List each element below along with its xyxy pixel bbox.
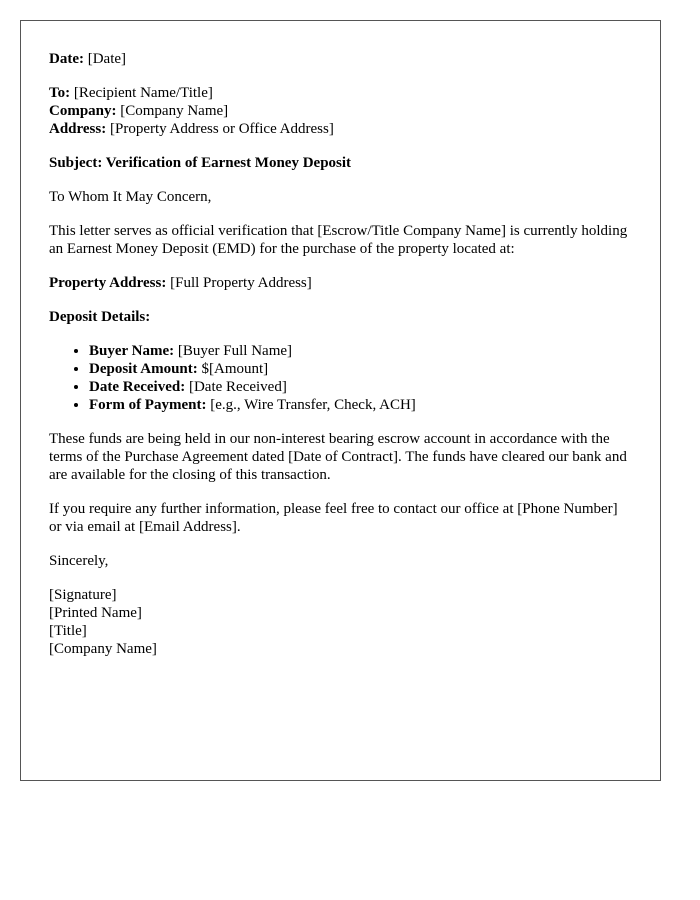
recipient-company-line [49,102,632,120]
company-value: [Company Name] [120,103,229,119]
company-label: Company: [49,103,117,119]
form-of-payment-value: [e.g., Wire Transfer, Check, ACH] [210,397,416,413]
list-item [89,360,632,378]
address-label: Address: [49,121,107,137]
buyer-name-label: Buyer Name: [89,343,175,359]
property-address-label: Property Address: [49,275,167,291]
recipient-block [49,84,632,138]
signature-block [49,586,632,658]
funds-paragraph: These funds are being held in our non-interest bearing escrow account in accordance with the terms of the Purchase Agreement dated [Date of Contract]. The funds have cleared our bank and are available for the closing of this transaction. [49,431,627,483]
subject-line: Subject: Verification of Earnest Money Deposit [49,155,352,171]
deposit-details-heading: Deposit Details: [49,309,151,325]
intro-paragraph: This letter serves as official verification that [Escrow/Title Company Name] is currently holding an Earnest Money Deposit (EMD) for the purchase of the property located at: [49,223,628,257]
contact-paragraph: If you require any further information, please feel free to contact our office at [Phone Number] or via email at [Email Address]. [49,501,618,535]
form-of-payment-label: Form of Payment: [89,397,207,413]
deposit-amount-label: Deposit Amount: [89,361,198,377]
recipient-to-line [49,84,632,102]
to-label: To: [49,85,71,101]
deposit-details-list [49,342,632,414]
salutation: To Whom It May Concern, [49,189,212,205]
printed-name-line: [Printed Name] [49,605,142,621]
date-label: Date: [49,51,84,67]
date-received-value: [Date Received] [188,379,287,395]
list-item [89,378,632,396]
address-value: [Property Address or Office Address] [109,121,334,137]
recipient-address-line [49,120,632,138]
list-item [89,396,632,414]
title-line: [Title] [49,623,87,639]
signature-company-line: [Company Name] [49,641,157,657]
property-address-value: [Full Property Address] [170,275,312,291]
deposit-amount-value: $[Amount] [201,361,269,377]
date-received-label: Date Received: [89,379,186,395]
list-item [89,342,632,360]
signature-line: [Signature] [49,587,117,603]
property-address-line [49,274,632,292]
to-value: [Recipient Name/Title] [73,85,213,101]
closing: Sincerely, [49,553,109,569]
letter-document [20,20,661,781]
buyer-name-value: [Buyer Full Name] [177,343,293,359]
date-value: [Date] [87,51,127,67]
date-line [49,50,632,68]
